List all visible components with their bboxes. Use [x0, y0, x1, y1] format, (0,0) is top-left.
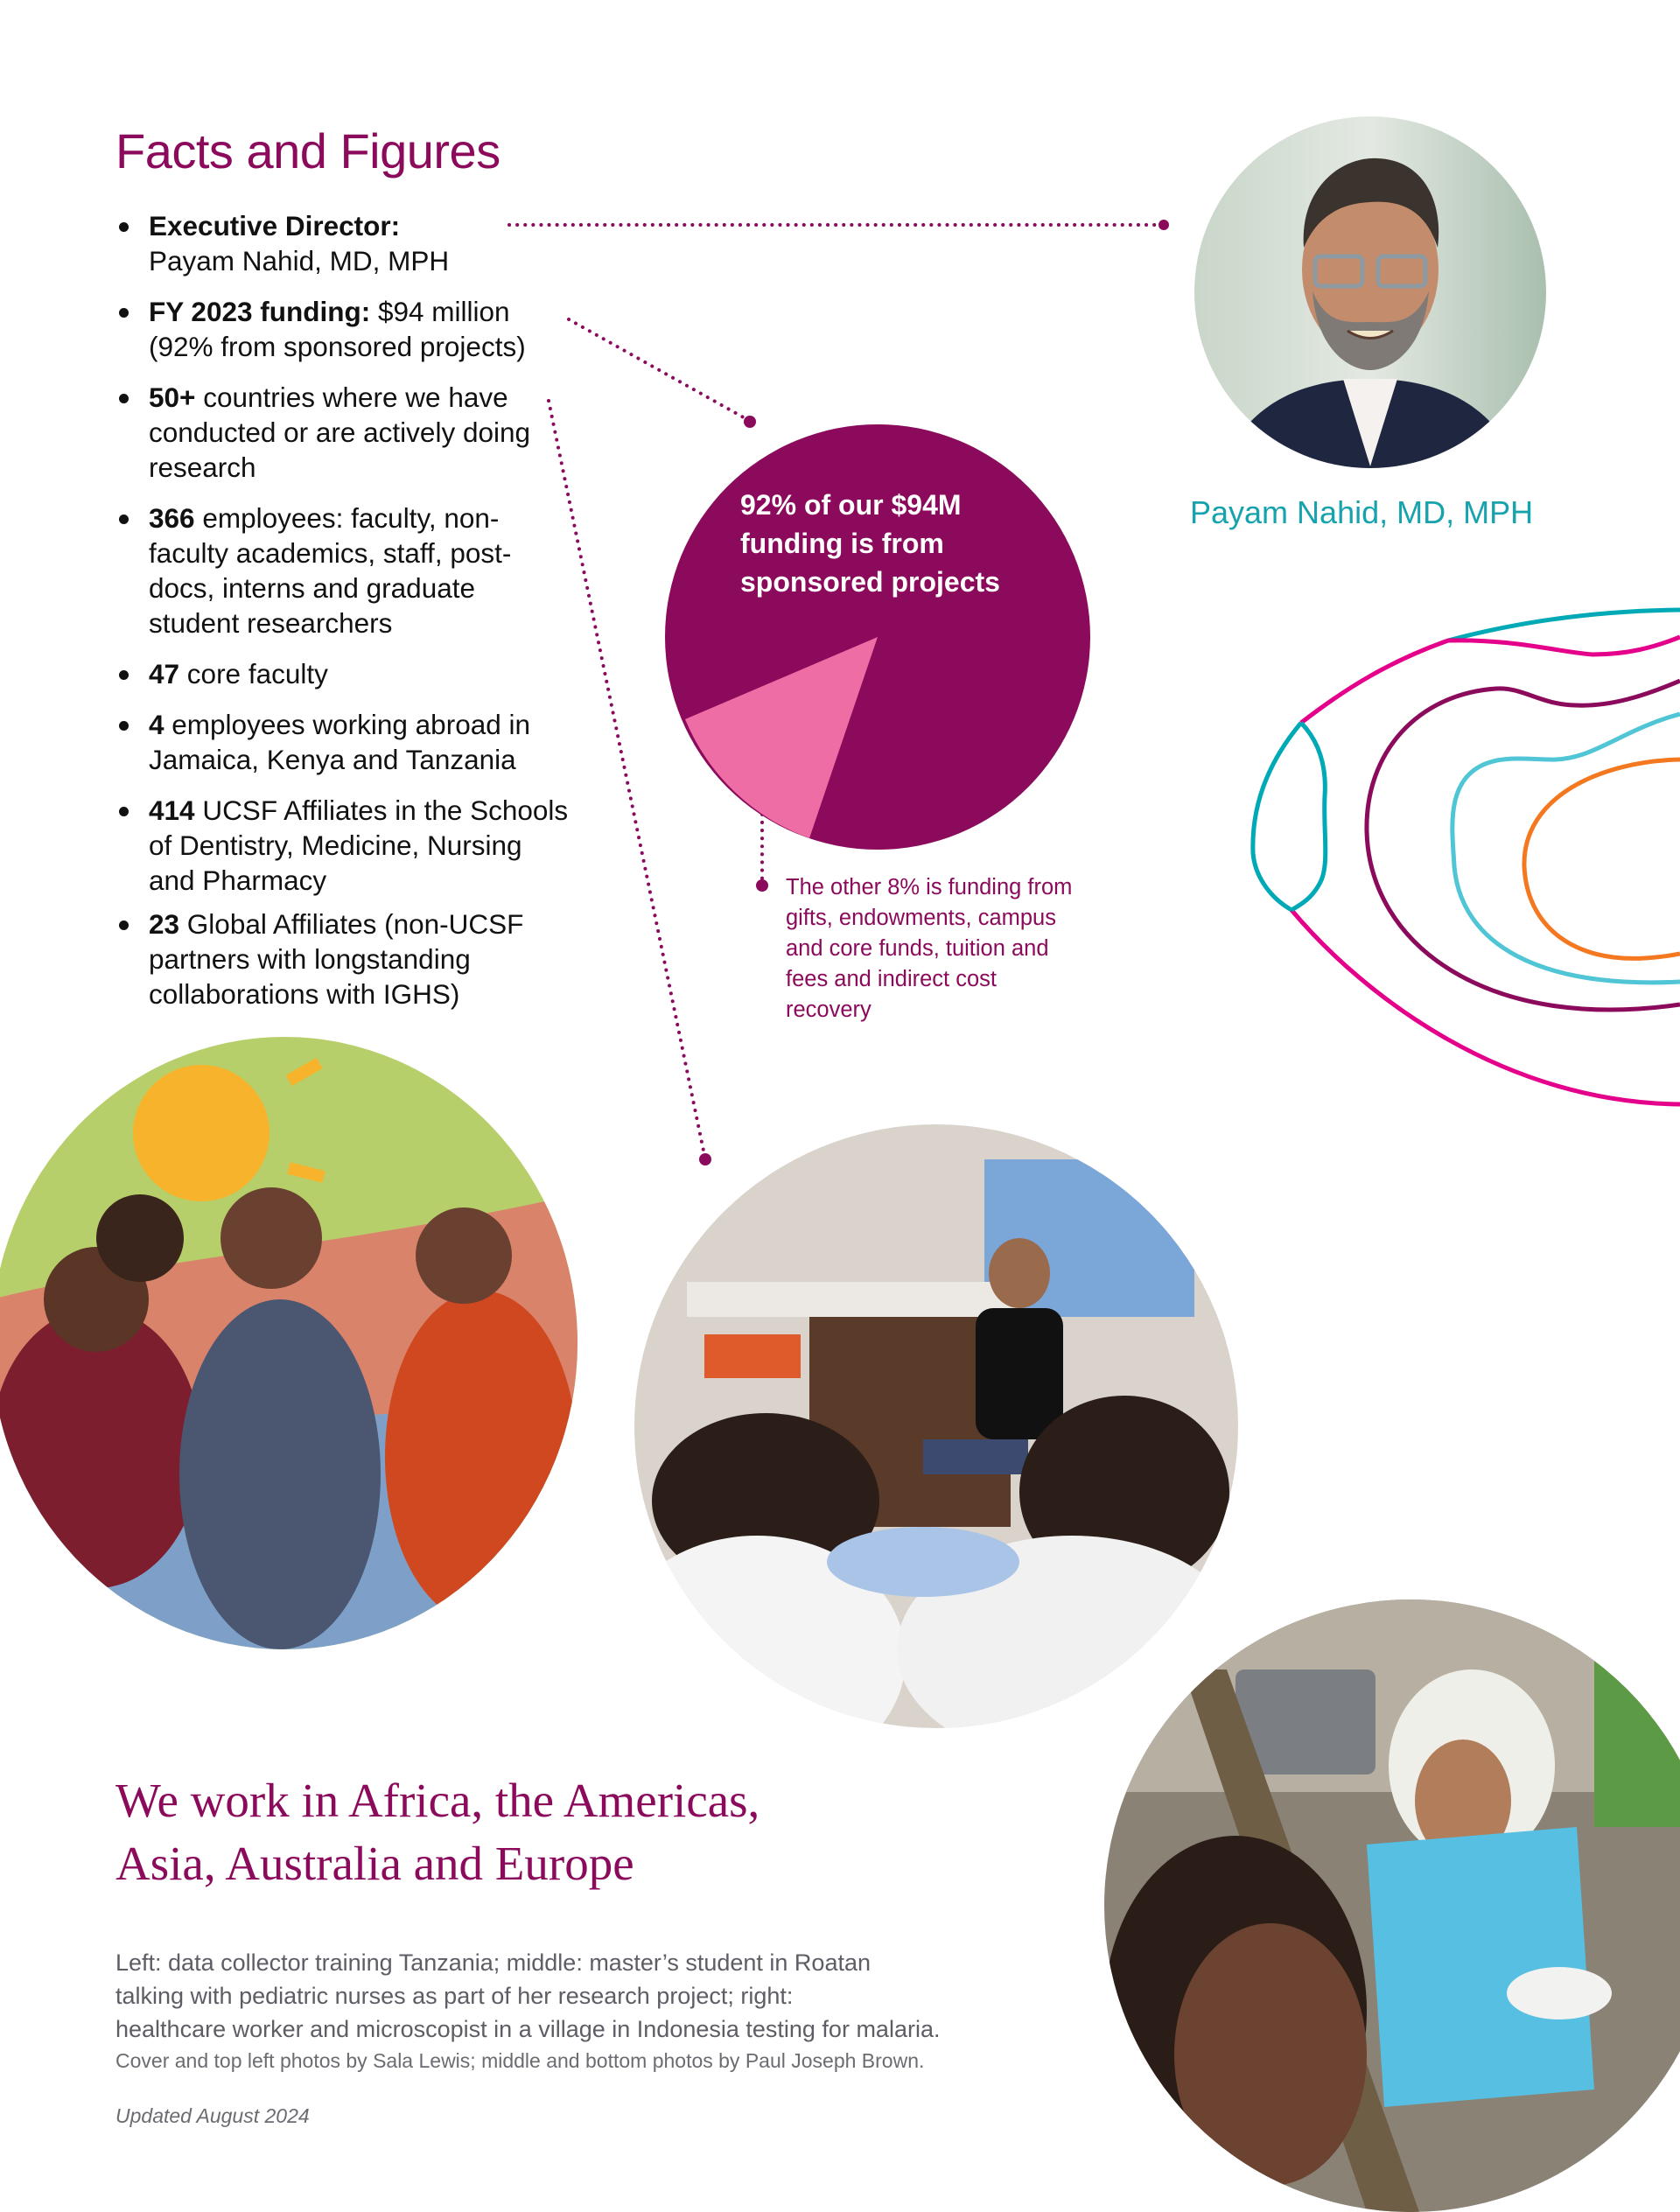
fact-item — [116, 294, 570, 364]
fact-text: Global Affiliates (non-UCSF partners with longstanding collaborations with IGHS) — [149, 908, 524, 1010]
photo-roatan-nurses — [634, 1124, 1238, 1728]
fact-bold: Executive Director: — [149, 210, 401, 242]
fact-text: employees: faculty, non-faculty academics, staff, post-docs, interns and graduate student researchers — [149, 502, 512, 639]
fact-item — [116, 656, 570, 691]
caption-line: Left: data collector training Tanzania; middle: master’s student in Roatan — [116, 1950, 871, 1976]
fact-text: employees working abroad in Jamaica, Kenya and Tanzania — [149, 709, 531, 775]
updated-date: Updated August 2024 — [116, 2104, 310, 2127]
fact-item — [116, 793, 570, 898]
page-title: Facts and Figures — [116, 123, 500, 178]
fact-item — [116, 380, 570, 485]
facts-list — [116, 208, 570, 1012]
photo-caption — [116, 1946, 1043, 2046]
fact-text: core faculty — [179, 658, 328, 690]
fact-bold: 23 — [149, 908, 180, 940]
fact-item — [116, 906, 570, 1012]
fact-item — [116, 500, 570, 640]
photo-credit: Cover and top left photos by Sala Lewis; middle and bottom photos by Paul Joseph Brown. — [116, 2049, 925, 2072]
director-portrait — [1194, 116, 1546, 468]
photo-indonesia-malaria-testing — [1104, 1600, 1680, 2212]
fact-item — [116, 208, 570, 278]
fact-text: countries where we have conducted or are actively doing research — [149, 382, 531, 483]
fact-bold: 414 — [149, 794, 195, 826]
regions-heading-line2: Asia, Australia and Europe — [116, 1837, 634, 1890]
pie-label: 92% of our $94M funding is from sponsored projects — [740, 489, 1000, 598]
fact-text: Payam Nahid, MD, MPH — [149, 245, 450, 276]
regions-heading-line1: We work in Africa, the Americas, — [116, 1774, 760, 1827]
fact-bold: 4 — [149, 709, 164, 740]
fact-bold: 50+ — [149, 382, 196, 413]
director-caption: Payam Nahid, MD, MPH — [1190, 494, 1534, 530]
fact-bold: 366 — [149, 502, 195, 534]
caption-line: talking with pediatric nurses as part of her research project; right: — [116, 1983, 794, 2009]
regions-heading — [116, 1769, 760, 1895]
fact-text: UCSF Affiliates in the Schools of Dentistry, Medicine, Nursing and Pharmacy — [149, 794, 569, 896]
fact-bold: FY 2023 funding: — [149, 296, 371, 327]
fact-item — [116, 707, 570, 777]
fact-text: $94 million (92% from sponsored projects) — [149, 296, 526, 362]
other-funding-note: The other 8% is funding from gifts, endowments, campus and core funds, tuition and fees and indirect cost recovery — [786, 875, 1073, 1022]
photo-tanzania-training — [0, 1037, 578, 1649]
fact-bold: 47 — [149, 658, 180, 690]
caption-line: healthcare worker and microscopist in a village in Indonesia testing for malaria. — [116, 2016, 941, 2042]
